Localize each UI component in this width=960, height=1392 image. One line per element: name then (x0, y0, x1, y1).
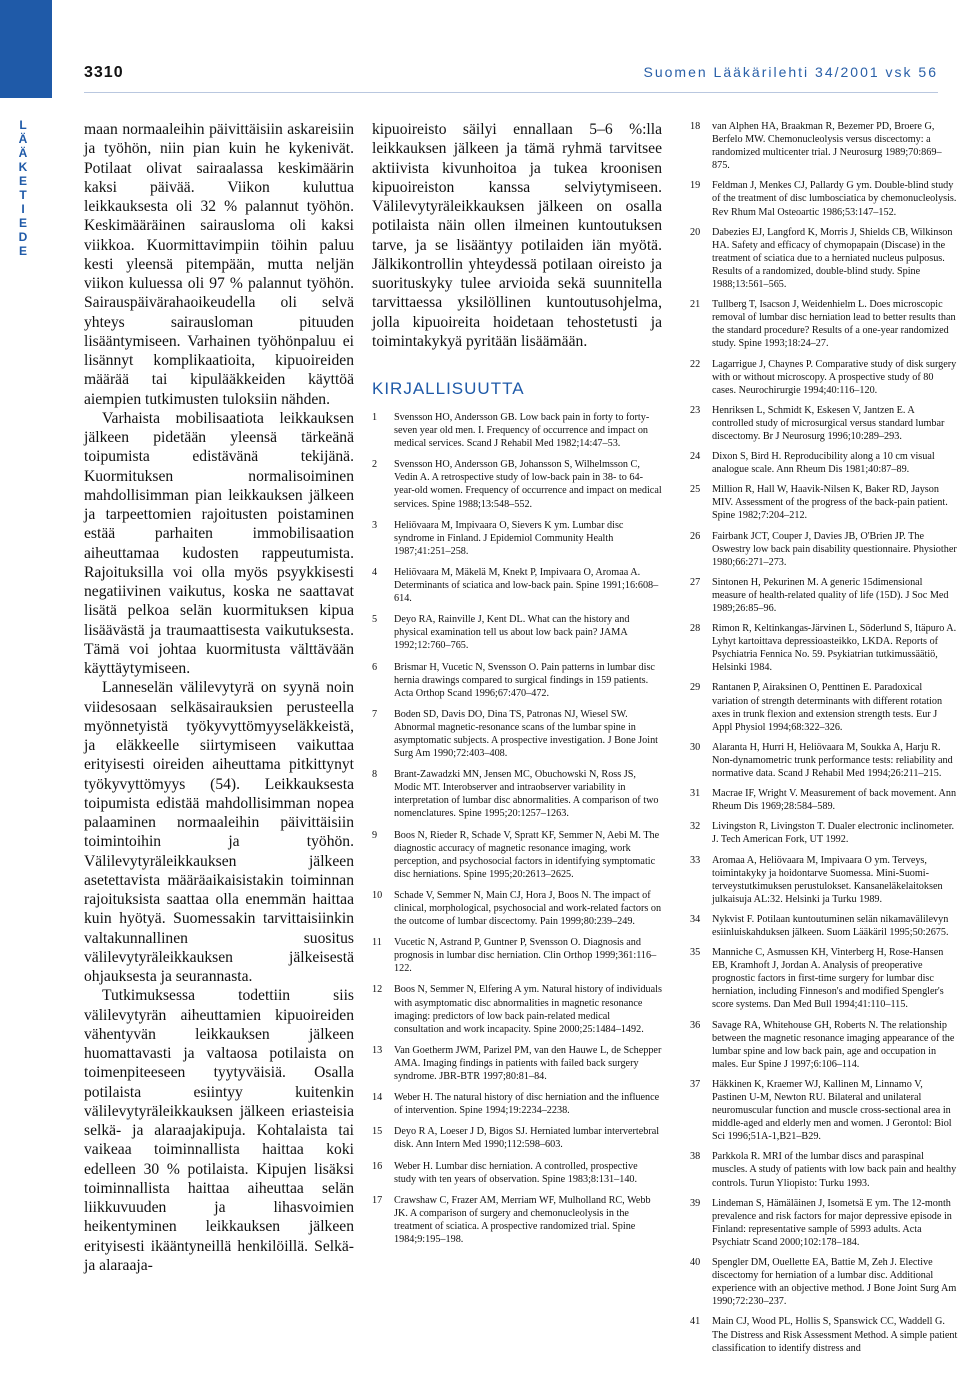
reference-item (690, 483, 958, 522)
section-color-tab (0, 0, 52, 98)
reference-number: 35 (690, 947, 701, 959)
reference-number: 23 (690, 404, 701, 416)
reference-text: Deyo R A, Loeser J D, Bigos SJ. Herniated lumbar intervertebral disk. Ann Intern Med 1990;112:598–603. (394, 1126, 660, 1151)
reference-text: Spengler DM, Ouellette EA, Battie M, Zeh J. Elective discectomy for herniation of a lumbar disc. Additional experience with an objective method. J Bone Joint Surg Am 1990;72:230–237. (712, 1257, 957, 1308)
section-label-letter: L (19, 118, 27, 132)
reference-text: Brismar H, Vucetic N, Svensson O. Pain patterns in lumbar disc hernia drawings compared to surgical findings in 159 patients. Acta Orthop Scand 1996;67:470–472. (394, 661, 655, 699)
reference-number: 22 (690, 358, 701, 370)
reference-item (372, 661, 662, 700)
section-label (8, 118, 38, 258)
reference-text: Boden SD, Davis DO, Dina TS, Patronas NJ, Wiesel SW. Abnormal magnetic-resonance scans of the lumbar spine in asymptomatic subjects. A prospective investigation. J Bone Joint Surg Am 1990;72:403–408. (394, 708, 658, 760)
reference-text: Main CJ, Wood PL, Hollis S, Spanswick CC, Waddell G. The Distress and Risk Assessment Method. A simple patient classification to identify distress and (712, 1316, 958, 1354)
reference-number: 13 (372, 1044, 383, 1056)
reference-number: 36 (690, 1019, 701, 1031)
reference-item (690, 120, 958, 172)
reference-text: Heliövaara M, Mäkelä M, Knekt P, Impivaara O, Aromaa A. Determinants of sciatica and low-back pain. Spine 1991;16:608–614. (394, 566, 659, 605)
reference-item (690, 1197, 958, 1249)
reference-text: Weber H. Lumbar disc herniation. A controlled, prospective study with ten years of observation. Spine 1983;8:131–140. (394, 1160, 638, 1185)
reference-text: Schade V, Semmer N, Main CJ, Hora J, Boos N. The impact of clinical, morphological, psychosocial and work-related factors on the outcome of lumbar discectomy. Pain 1999;80:239–249. (394, 889, 662, 928)
reference-text: Dabezies EJ, Langford K, Morris J, Shields CB, Wilkinson HA. Safety and efficacy of chymopapain (Discase) in the treatment of sciatica due to a herniated nucleus pulposus. Results of a randomized, double-blind study. Spine 1988;13:561–565. (712, 226, 953, 291)
reference-text: Häkkinen K, Kraemer WJ, Kallinen M, Linnamo V, Pastinen U-M, Newton RU. Bilateral and unilateral neuromuscular function and muscle cross-sectional area in middle-aged and elderly men and women. J Gerontol: Biol Sci 1996;51A-1,B21–B29. (712, 1078, 952, 1143)
reference-item (372, 1044, 662, 1083)
reference-text: Lagarrigue J, Chaynes P. Comparative study of disk surgery with or without microscopy. A prospective study of 80 cases. Neurochirurgie 1994;40:116–120. (712, 358, 957, 396)
reference-text: Vucetic N, Astrand P, Guntner P, Svensson O. Diagnosis and prognosis in lumbar disc herniation. Clin Orthop 1999;361:116–122. (394, 937, 657, 975)
reference-item (372, 1160, 662, 1186)
article-column-2 (372, 120, 662, 1254)
reference-text: Manniche C, Asmussen KH, Vinterberg H, Rose-Hansen EB, Kramhoft J, Jordan A. Analysis of preoperative prognostic factors in first-time surgery for lumbar disc herniation, including Finneson's and modified Spengler's score systems. Dan Med Bull 1994;41:110–115. (712, 947, 944, 1011)
reference-number: 40 (690, 1257, 701, 1269)
section-label-letter: D (18, 230, 28, 244)
reference-item (690, 298, 958, 350)
reference-number: 4 (372, 566, 378, 578)
reference-text: Lindeman S, Hämäläinen J, Isometsä E ym. The 12-month prevalence and risk factors for major depressive episode in Finland: representative sample of 5993 adults. Acta Psychiatr Scand 2000;102:178–184. (712, 1197, 952, 1248)
reference-number: 25 (690, 484, 701, 496)
reference-number: 17 (372, 1194, 383, 1206)
section-label-letter: Ä (18, 132, 28, 146)
reference-number: 26 (690, 530, 701, 542)
reference-item (372, 889, 662, 928)
reference-number: 8 (372, 769, 378, 781)
section-label-letter: E (18, 216, 27, 230)
reference-number: 16 (372, 1160, 383, 1172)
reference-number: 31 (690, 788, 701, 800)
reference-text: Van Goetherm JWM, Parizel PM, van den Hauwe L, de Schepper AMA. Imaging findings in patients with failed back surgery syndrome. JBR-BTR 1997;80:81–84. (394, 1044, 662, 1083)
reference-item (690, 1078, 958, 1143)
reference-number: 6 (372, 661, 378, 673)
paragraph: Varhaista mobilisaatiota leikkauksen jälkeen pidetään yleensä tärkeänä toipumista edistävänä tekijänä. Kuormituksen normalisoiminen mahdollisimman pian leikkauksen jälkeen ja tarpeettomien rajoitusten poistaminen estää parhaiten immobilisaation aiheuttamaa kudosten rappeutumista. Rajoituksilla voi olla myös psyykkisesti negatiivinen vaikutus, koska ne saattavat lisätä pelkoa selän kuormituksen kipua lisäävästä ja traumaattisesta vaikutuksesta. Tämä voi johtaa kuormitusta välttävään käyttäytymiseen. (84, 409, 354, 677)
reference-number: 5 (372, 614, 378, 626)
reference-text: Svensson HO, Andersson GB. Low back pain in forty to forty-seven year old men. I. Frequency of occurrence and impact on medical services. Scand J Rehabil Med 1982;14:47–53. (394, 412, 650, 450)
reference-text: Nykvist F. Potilaan kuntoutuminen selän nikamavälilevyn esiinluiskahduksen jälkeen. Suom Lääkäril 1995;50:2675. (712, 913, 949, 938)
journal-title: Suomen Lääkärilehti 34/2001 vsk 56 (643, 64, 938, 80)
reference-text: Heliövaara M, Impivaara O, Sievers K ym. Lumbar disc syndrome in Finland. J Epidemiol Community Health 1987;41:251–258. (394, 519, 624, 557)
reference-number: 1 (372, 412, 378, 423)
section-label-letter: K (18, 160, 28, 174)
reference-item (372, 458, 662, 510)
reference-item (372, 613, 662, 652)
reference-number: 27 (690, 576, 701, 588)
reference-text: Aromaa A, Heliövaara M, Impivaara O ym. Terveys, toimintakyky ja hoidontarve Suomessa. Mini-Suomi-terveystutkimuksen perustulokset. Kansaneläkelaitoksen julkaisuja AL:32. Helsinki ja Turku 1989. (712, 854, 943, 905)
reference-item (690, 913, 958, 939)
reference-text: Weber H. The natural history of disc herniation and the influence of intervention. Spine 1994;19:2234–2238. (394, 1092, 660, 1117)
reference-text: Rimon R, Keltinkangas-Järvinen L, Söderlund S, Itäpuro A. Lyhyt kartoittava depressioasteikko, LKDA. Reports of Psychiatria Fennica No. 59. Psykiatrian tutkimussäätiö, Helsinki 1984. (712, 623, 957, 674)
reference-number: 18 (690, 121, 701, 132)
reference-number: 15 (372, 1126, 383, 1138)
reference-list-continued (690, 120, 958, 1362)
reference-text: Million R, Hall W, Haavik-Nilsen K, Baker RD, Jayson MIV. Assessment of the progress of the back-pain patient. Spine 1982;7:204–212. (712, 484, 948, 522)
section-label-letter: E (18, 244, 27, 258)
references-heading: KIRJALLISUUTTA (372, 379, 525, 398)
reference-item (372, 1091, 662, 1117)
reference-item (372, 411, 662, 450)
reference-text: Sintonen H, Pekurinen M. A generic 15dimensional measure of health-related quality of life (15D). J Soc Med 1989;26:85–96. (712, 576, 949, 614)
reference-text: Livingston R, Livingston T. Dualer electronic inclinometer. J. Tech American Fork, UT 1992. (712, 821, 955, 846)
reference-text: Feldman J, Menkes CJ, Pallardy G ym. Double-blind study of the treatment of disc lumbosciatica by chemonucleolysis. Rev Rhum Mal Osteoartic 1986;53:147–152. (712, 180, 957, 218)
reference-item (690, 820, 958, 846)
reference-text: Boos N, Semmer N, Elfering A ym. Natural history of individuals with asymptomatic disc abnormalities in magnetic resonance imaging: predictors of low back pain-related medical consultation and work incapacity. Spine 2000;25:1484–1492. (394, 984, 662, 1035)
reference-item (690, 1019, 958, 1071)
reference-number: 39 (690, 1197, 701, 1209)
reference-item (690, 1150, 958, 1189)
reference-number: 14 (372, 1092, 383, 1104)
reference-item (372, 519, 662, 558)
paragraph: Tutkimuksessa todettiin siis välilevytyrän aiheuttamien kipuoireiden vähentyvän leikkauksen jälkeen huomattavasti ja valtaosa potilaista on toimenpiteeseen tyytyväisiä. Osalla potilaista esiintyy kuitenkin välilevytyräleikkauksen jälkeen eriasteisia selkä- ja alaraajakipuja. Kohtalaista tai vaikeaa toiminnallista haittaa koki edelleen 30 % potilaista. Kipujen lisäksi toiminnallista haittaa aiheuttaa selän liikkuvuuden ja lihasvoimien heikentyminen leikkauksen jälkeen erityisesti ikääntyneillä henkilöillä. Selkä- ja alaraaja- (84, 987, 354, 1274)
reference-number: 28 (690, 623, 701, 635)
reference-text: Tullberg T, Isacson J, Weidenhielm L. Does microscopic removal of lumbar disc herniation lead to better results than the standard procedure? Results of a one-year randomized study. Spine 1993;18:24–27. (712, 299, 956, 350)
reference-text: Henriksen L, Schmidt K, Eskesen V, Jantzen E. A controlled study of microsurgical versus standard lumbar discectomy. Br J Neurosurg 1996;10:289–293. (712, 404, 945, 442)
reference-number: 12 (372, 984, 383, 996)
reference-number: 10 (372, 889, 383, 901)
reference-text: Svensson HO, Andersson GB, Johansson S, Wilhelmsson C, Vedin A. A retrospective study of low-back pain in 38- to 64-year-old women. Frequency of occurrence and impact on medical services. Spine 1988;13:548–552. (394, 459, 662, 510)
reference-number: 24 (690, 451, 701, 463)
section-label-letter: E (18, 174, 27, 188)
reference-item (690, 576, 958, 615)
reference-number: 30 (690, 741, 701, 753)
reference-number: 11 (372, 937, 382, 949)
reference-number: 34 (690, 913, 701, 925)
reference-item (372, 983, 662, 1035)
reference-text: van Alphen HA, Braakman R, Bezemer PD, Broere G, Berfelo MW. Chemonucleolysis versus discectomy: a randomized multicenter trial. J Neurosurg 1989;70:869–875. (712, 121, 942, 172)
reference-item (690, 622, 958, 674)
reference-number: 20 (690, 226, 701, 238)
paragraph: Lanneselän välilevytyrä on syynä noin viidesosaan selkäsairauksien perusteella myönnetyistä työkyvyttömyyseläkkeistä, ja eläkkeelle siirtymiseen vaikuttaa erityisesti oireiden aiheuttama pitkittynyt työkyvyttömyys (54). Leikkauksesta toipumista edistää mahdollisimman nopea palaaminen normaaleihin päivittäisiin toimintoihin ja työhön. Välilevytyräleikkauksen jälkeen asetettavista määräaikaisistakin toiminnan rajoituksista saattaa olla enemmän haittaa kuin hyötyä. Suomessakin tarvittaisiinkin valtakunnallinen suositus välilevytyräleikkauksen jälkeisestä ohjauksesta ja seurannasta. (84, 679, 354, 985)
reference-number: 41 (690, 1316, 701, 1328)
reference-item (690, 404, 958, 443)
paragraph: maan normaaleihin päivittäisiin askareisiin ja työhön, niin pian kuin he kykenivät. Potilaat olivat sairaalassa keskimäärin kaksi päivää. Viikon kuluttua leikkauksesta oli 32 % palannut työhön. Keskimääräinen sairausloma oli kaksi viikkoa. Kuormittavimpiin töihin paluu kesti yleensä pitempään, mutta neljän viikon kuluessa oli 97 % palannut työhön. Sairauspäivärahaoikeudella oli selvä yhteys sairausloman pituuden lisääntymiseen. Varhainen työhönpaluu ei lisännyt komplikaatioita, kipuoireiden määrää tai kipulääkkeiden käyttöä aiempien tutkimusten tuloksiin nähden. (84, 121, 354, 408)
reference-text: Alaranta H, Hurri H, Heliövaara M, Soukka A, Harju R. Non-dynamometric trunk performance tests: reliability and normative data. Scand J Rehabil Med 1994;26:211–215. (712, 741, 953, 780)
reference-text: Brant-Zawadzki MN, Jensen MC, Obuchowski N, Ross JS, Modic MT. Interobserver and intraobserver variability in interpretation of lumbar disc abnormalities. A comparison of two nomenclatures. Spine 1995;20:1257–1263. (394, 769, 659, 820)
reference-number: 19 (690, 180, 701, 192)
reference-text: Parkkola R. MRI of the lumbar discs and paraspinal muscles. A study of patients with low back pain and healthy controls. Turun Yliopisto: Turku 1993. (712, 1151, 957, 1189)
paragraph: kipuoireisto säilyi ennallaan 5–6 %:lla leikkauksen jälkeen ja tämä ryhmä tarvitsee aktiivista kivunhoitoa ja tukea kroonisen kipuoireiston kanssa selviytymiseen. Välilevytyräleikkauksen jälkeen on osalla potilaista näin ollen ilmeinen kuntoutuksen tarve, ja se lisääntyy potilaiden iän myötä. Jälkikontrollin yhteydessä potilaan oireisto ja suorituskyky tulee arvioida sekä suunnitella tarvittaessa yksilöllinen kuntoutusohjelma, jolla kipuoireita hoidetaan tehostetusti ja toimintakykyä pyritään lisäämään. (372, 121, 662, 350)
reference-item (372, 768, 662, 820)
reference-item (690, 787, 958, 813)
reference-text: Crawshaw C, Frazer AM, Merriam WF, Mulholland RC, Webb JK. A comparison of surgery and chemonucleolysis in the treatment of sciatica. A prospective randomized trial. Spine 1984;9:195–198. (394, 1194, 651, 1245)
reference-item (690, 530, 958, 569)
reference-text: Deyo RA, Rainville J, Kent DL. What can the history and physical examination tell us about low back pain? JAMA 1992;12:760–765. (394, 614, 630, 652)
reference-number: 32 (690, 821, 701, 833)
reference-text: Macrae IF, Wright V. Measurement of back movement. Ann Rheum Dis 1969;28:584–589. (712, 788, 957, 813)
reference-item (690, 358, 958, 397)
reference-number: 7 (372, 708, 378, 720)
reference-number: 9 (372, 829, 378, 841)
reference-text: Boos N, Rieder R, Schade V, Spratt KF, Semmer N, Aebi M. The diagnostic accuracy of magnetic resonance imaging, work perception, and psychosocial factors in identifying symptomatic disc herniations. Spine 1995;20:2613–2625. (394, 829, 660, 880)
reference-text: Rantanen P, Airaksinen O, Penttinen E. Paradoxical variation of strength determinants with different rotation axes in trunk flexion and extension strength tests. Eur J Appl Physiol 1994;68:322–326. (712, 682, 943, 733)
reference-item (690, 741, 958, 780)
reference-item (690, 1315, 958, 1354)
reference-number: 21 (690, 299, 701, 311)
section-label-letter: T (19, 188, 27, 202)
reference-number: 38 (690, 1151, 701, 1163)
reference-item (372, 1125, 662, 1151)
reference-item (690, 179, 958, 218)
reference-number: 3 (372, 519, 378, 531)
reference-number: 29 (690, 682, 701, 694)
reference-text: Savage RA, Whitehouse GH, Roberts N. The relationship between the magnetic resonance imaging appearance of the lumbar spine and low back pain, age and occupation in males. Eur Spine J 1997;6:106–114. (712, 1019, 955, 1070)
reference-item (372, 1194, 662, 1246)
reference-number: 37 (690, 1078, 701, 1090)
reference-text: Dixon S, Bird H. Reproducibility along a 10 cm visual analogue scale. Ann Rheum Dis 1981;40:87–89. (712, 451, 935, 476)
reference-item (372, 566, 662, 605)
reference-item (690, 946, 958, 1011)
reference-number: 33 (690, 854, 701, 866)
section-label-letter: Ä (18, 146, 28, 160)
reference-item (372, 708, 662, 760)
reference-item (372, 829, 662, 881)
section-label-letter: I (21, 202, 25, 216)
reference-item (690, 854, 958, 906)
reference-number: 2 (372, 459, 378, 471)
reference-item (372, 936, 662, 975)
reference-item (690, 450, 958, 476)
reference-list (372, 411, 662, 1246)
reference-text: Fairbank JCT, Couper J, Davies JB, O'Brien JP. The Oswestry low back pain disability questionnaire. Physiother 1980;66:271–273. (712, 530, 957, 568)
page-number: 3310 (84, 64, 124, 81)
article-column-1 (84, 120, 354, 1275)
reference-item (690, 681, 958, 733)
reference-item (690, 1256, 958, 1308)
reference-item (690, 226, 958, 291)
header-rule (84, 92, 938, 93)
